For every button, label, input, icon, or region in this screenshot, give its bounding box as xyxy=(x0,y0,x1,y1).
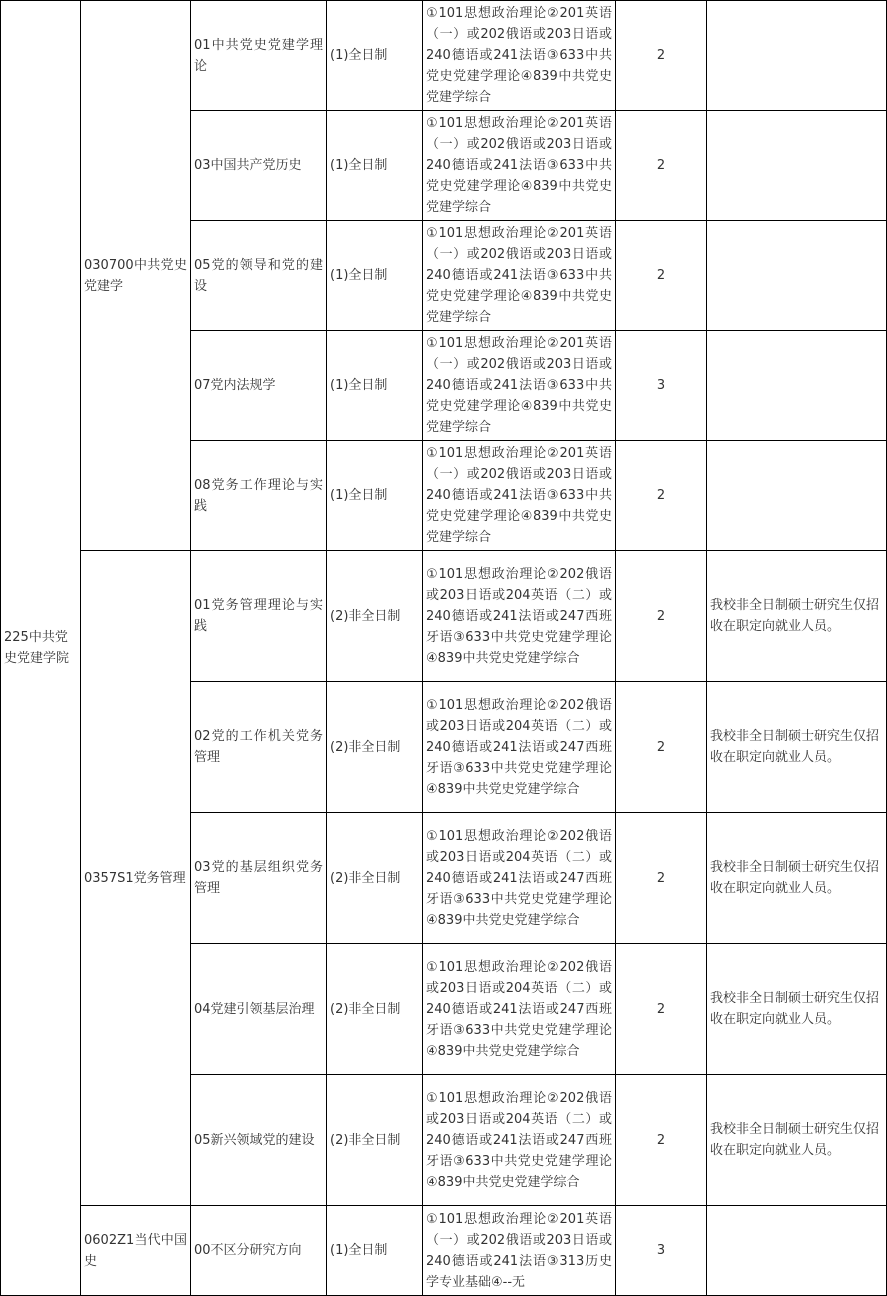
direction-cell: 01中共党史党建学理论 xyxy=(191,1,327,111)
direction-cell: 07党内法规学 xyxy=(191,331,327,441)
direction-cell: 01党务管理理论与实践 xyxy=(191,551,327,682)
direction-cell: 08党务工作理论与实践 xyxy=(191,441,327,551)
exam-subjects-cell: ①101思想政治理论②201英语（一）或202俄语或203日语或240德语或241法语③633中共党史党建学理论④839中共党史党建学综合 xyxy=(423,1,616,111)
enrollment-count-cell: 2 xyxy=(616,111,707,221)
remarks-cell xyxy=(707,1206,887,1296)
exam-subjects-cell: ①101思想政治理论②202俄语或203日语或204英语（二）或240德语或241法语或247西班牙语③633中共党史党建学理论④839中共党史党建学综合 xyxy=(423,1075,616,1206)
direction-cell: 04党建引领基层治理 xyxy=(191,944,327,1075)
remarks-cell xyxy=(707,1,887,111)
direction-cell: 02党的工作机关党务管理 xyxy=(191,682,327,813)
study-mode-cell: (2)非全日制 xyxy=(327,551,423,682)
exam-subjects-cell: ①101思想政治理论②201英语（一）或202俄语或203日语或240德语或241法语③633中共党史党建学理论④839中共党史党建学综合 xyxy=(423,221,616,331)
study-mode-cell: (2)非全日制 xyxy=(327,813,423,944)
direction-cell: 05新兴领域党的建设 xyxy=(191,1075,327,1206)
direction-cell: 05党的领导和党的建设 xyxy=(191,221,327,331)
enrollment-count-cell: 2 xyxy=(616,1,707,111)
exam-subjects-cell: ①101思想政治理论②201英语（一）或202俄语或203日语或240德语或241法语③313历史学专业基础④--无 xyxy=(423,1206,616,1296)
study-mode-cell: (1)全日制 xyxy=(327,331,423,441)
enrollment-count-cell: 2 xyxy=(616,813,707,944)
study-mode-cell: (2)非全日制 xyxy=(327,1075,423,1206)
remarks-cell: 我校非全日制硕士研究生仅招收在职定向就业人员。 xyxy=(707,813,887,944)
exam-subjects-cell: ①101思想政治理论②202俄语或203日语或204英语（二）或240德语或241法语或247西班牙语③633中共党史党建学理论④839中共党史党建学综合 xyxy=(423,682,616,813)
enrollment-count-cell: 2 xyxy=(616,1075,707,1206)
exam-subjects-cell: ①101思想政治理论②202俄语或203日语或204英语（二）或240德语或241法语或247西班牙语③633中共党史党建学理论④839中共党史党建学综合 xyxy=(423,551,616,682)
enrollment-count-cell: 2 xyxy=(616,441,707,551)
direction-cell: 00不区分研究方向 xyxy=(191,1206,327,1296)
remarks-cell xyxy=(707,331,887,441)
direction-cell: 03中国共产党历史 xyxy=(191,111,327,221)
college-cell: 225中共党史党建学院 xyxy=(1,1,81,1296)
remarks-cell xyxy=(707,221,887,331)
remarks-cell xyxy=(707,441,887,551)
remarks-cell: 我校非全日制硕士研究生仅招收在职定向就业人员。 xyxy=(707,682,887,813)
exam-subjects-cell: ①101思想政治理论②201英语（一）或202俄语或203日语或240德语或241法语③633中共党史党建学理论④839中共党史党建学综合 xyxy=(423,111,616,221)
enrollment-count-cell: 2 xyxy=(616,682,707,813)
study-mode-cell: (1)全日制 xyxy=(327,1,423,111)
major-cell: 030700中共党史党建学 xyxy=(81,1,191,551)
study-mode-cell: (1)全日制 xyxy=(327,221,423,331)
table-row xyxy=(1,1206,887,1296)
enrollment-count-cell: 2 xyxy=(616,551,707,682)
major-cell: 0602Z1当代中国史 xyxy=(81,1206,191,1296)
study-mode-cell: (2)非全日制 xyxy=(327,944,423,1075)
exam-subjects-cell: ①101思想政治理论②202俄语或203日语或204英语（二）或240德语或241法语或247西班牙语③633中共党史党建学理论④839中共党史党建学综合 xyxy=(423,944,616,1075)
major-cell: 0357S1党务管理 xyxy=(81,551,191,1206)
study-mode-cell: (1)全日制 xyxy=(327,111,423,221)
remarks-cell: 我校非全日制硕士研究生仅招收在职定向就业人员。 xyxy=(707,944,887,1075)
exam-subjects-cell: ①101思想政治理论②202俄语或203日语或204英语（二）或240德语或241法语或247西班牙语③633中共党史党建学理论④839中共党史党建学综合 xyxy=(423,813,616,944)
enrollment-count-cell: 3 xyxy=(616,1206,707,1296)
direction-cell: 03党的基层组织党务管理 xyxy=(191,813,327,944)
remarks-cell: 我校非全日制硕士研究生仅招收在职定向就业人员。 xyxy=(707,551,887,682)
enrollment-count-cell: 3 xyxy=(616,331,707,441)
enrollment-count-cell: 2 xyxy=(616,221,707,331)
study-mode-cell: (1)全日制 xyxy=(327,441,423,551)
remarks-cell xyxy=(707,111,887,221)
study-mode-cell: (1)全日制 xyxy=(327,1206,423,1296)
exam-subjects-cell: ①101思想政治理论②201英语（一）或202俄语或203日语或240德语或241法语③633中共党史党建学理论④839中共党史党建学综合 xyxy=(423,441,616,551)
table-row xyxy=(1,551,887,682)
enrollment-count-cell: 2 xyxy=(616,944,707,1075)
study-mode-cell: (2)非全日制 xyxy=(327,682,423,813)
exam-subjects-cell: ①101思想政治理论②201英语（一）或202俄语或203日语或240德语或241法语③633中共党史党建学理论④839中共党史党建学综合 xyxy=(423,331,616,441)
table-row xyxy=(1,1,887,111)
remarks-cell: 我校非全日制硕士研究生仅招收在职定向就业人员。 xyxy=(707,1075,887,1206)
